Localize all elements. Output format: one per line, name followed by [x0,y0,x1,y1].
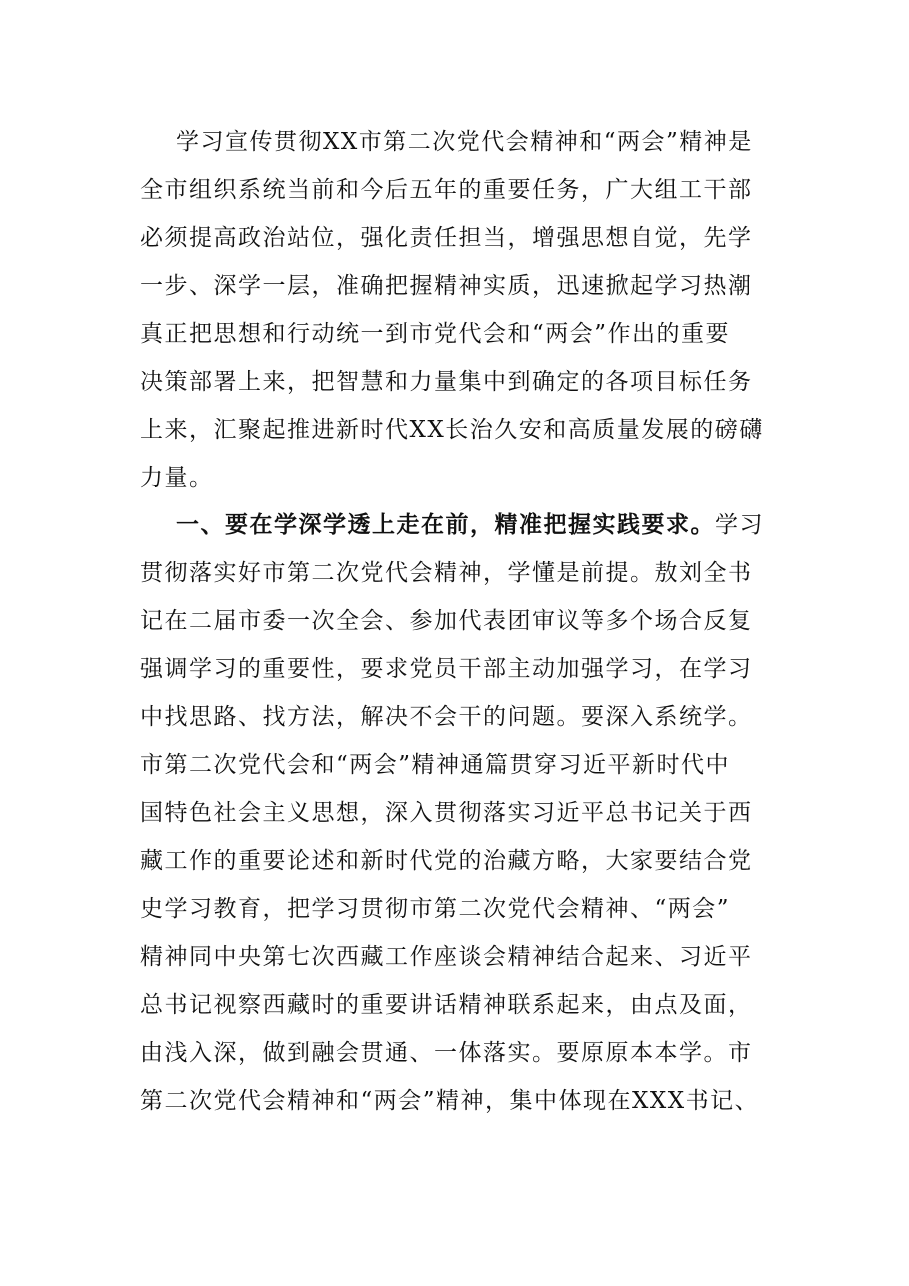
paragraph-1-line-3: 必须提高政治站位，强化责任担当，增强思想自觉，先学 [140,225,753,251]
paragraph-2-line-5: 中找思路、找方法，解决不会干的问题。要深入系统学。 [140,704,753,730]
paragraph-2-line-13: 第二次党代会精神和“两会”精神，集中体现在XXX书记、 [140,1088,760,1114]
paragraph-2-line-1 [176,505,764,545]
paragraph-2-line-3: 记在二届市委一次全会、参加代表团审议等多个场合反复 [140,608,753,634]
paragraph-1-line-4: 一步、深学一层，准确把握精神实质，迅速掀起学习热潮 [140,273,753,299]
paragraph-2-line-11: 总书记视察西藏时的重要讲话精神联系起来，由点及面， [140,992,753,1018]
paragraph-2-line-2: 贯彻落实好市第二次党代会精神，学懂是前提。敖刘全书 [140,560,753,586]
paragraph-2-line-9: 史学习教育，把学习贯彻市第二次党代会精神、“两会” [140,896,731,922]
paragraph-2-line-8: 藏工作的重要论述和新时代党的治藏方略，大家要结合党 [140,848,753,874]
paragraph-1-line-2: 全市组织系统当前和今后五年的重要任务，广大组工干部 [140,177,753,203]
paragraph-1-line-6: 决策部署上来，把智慧和力量集中到确定的各项目标任务 [140,369,753,395]
section-heading-continuation: 学习 [715,512,764,538]
paragraph-1-line-1: 学习宣传贯彻XX市第二次党代会精神和“两会”精神是 [176,129,753,155]
paragraph-1-line-5: 真正把思想和行动统一到市党代会和“两会”作出的重要 [140,321,731,347]
paragraph-2-line-4: 强调学习的重要性，要求党员干部主动加强学习，在学习 [140,656,753,682]
paragraph-1-line-8: 力量。 [140,465,214,491]
paragraph-2-line-12: 由浅入深，做到融会贯通、一体落实。要原原本本学。市 [140,1040,753,1066]
section-heading: 一、要在学深学透上走在前，精准把握实践要求。 [176,511,715,538]
paragraph-2-line-7: 国特色社会主义思想，深入贯彻落实习近平总书记关于西 [140,800,753,826]
paragraph-1-line-7: 上来，汇聚起推进新时代XX长治久安和高质量发展的磅礴 [140,417,764,443]
paragraph-2-line-6: 市第二次党代会和“两会”精神通篇贯穿习近平新时代中 [140,752,731,778]
paragraph-2-line-10: 精神同中央第七次西藏工作座谈会精神结合起来、习近平 [140,944,753,970]
